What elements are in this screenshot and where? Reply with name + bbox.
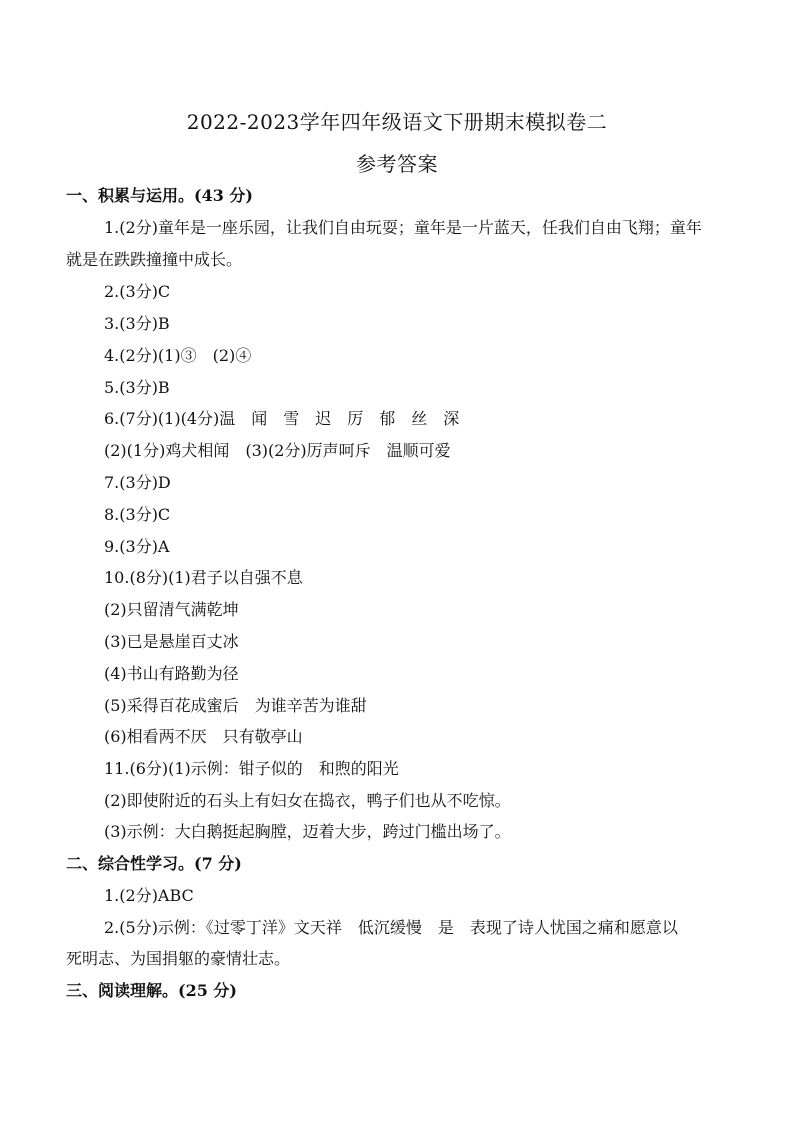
answer-line: 2.(3分)C [104,282,171,301]
answer-line: 9.(3分)A [104,537,170,556]
document-subtitle: 参考答案 [356,152,438,176]
document-title: 2022-2023学年四年级语文下册期末模拟卷二 [186,110,608,134]
answer-line: 就是在跌跌撞撞中成长。 [66,250,243,269]
answer-line: (2)只留清气满乾坤 [104,600,239,619]
answer-line: (2)(1分)鸡犬相闻 (3)(2分)厉声呵斥 温顺可爱 [104,441,451,460]
answer-line: (6)相看两不厌 只有敬亭山 [104,727,303,746]
answer-line: (3)示例：大白鹅挺起胸膛，迈着大步，跨过门槛出场了。 [104,822,511,841]
answer-line: (2)即使附近的石头上有妇女在捣衣，鸭子们也从不吃惊。 [104,791,511,810]
answer-line: (4)书山有路勤为径 [104,664,239,683]
answer-line: 7.(3分)D [104,473,171,492]
answer-line: (5)采得百花成蜜后 为谁辛苦为谁甜 [104,696,367,715]
section-heading-2: 二、综合性学习。(7 分) [66,854,242,873]
answer-line: 10.(8分)(1)君子以自强不息 [104,568,303,587]
answer-line: 11.(6分)(1)示例：钳子似的 和煦的阳光 [104,759,399,778]
answer-line: 4.(2分)(1)③ (2)④ [104,346,252,365]
section-heading-3: 三、阅读理解。(25 分) [66,981,237,1000]
answer-line: 6.(7分)(1)(4分)温 闻 雪 迟 厉 郁 丝 深 [104,409,460,428]
answer-line: 1.(2分)ABC [104,886,194,905]
answer-line: 5.(3分)B [104,378,170,397]
answer-line: 1.(2分)童年是一座乐园，让我们自由玩耍；童年是一片蓝天，任我们自由飞翔；童年 [104,218,702,237]
answer-line: 2.(5分)示例：《过零丁洋》文天祥 低沉缓慢 是 表现了诗人忧国之痛和愿意以 [104,918,678,937]
answer-line: (3)已是悬崖百丈冰 [104,632,239,651]
answer-line: 8.(3分)C [104,505,171,524]
section-heading-1: 一、积累与运用。(43 分) [66,186,253,205]
answer-line: 死明志、为国捐躯的豪情壮志。 [66,949,291,968]
answer-line: 3.(3分)B [104,314,170,333]
